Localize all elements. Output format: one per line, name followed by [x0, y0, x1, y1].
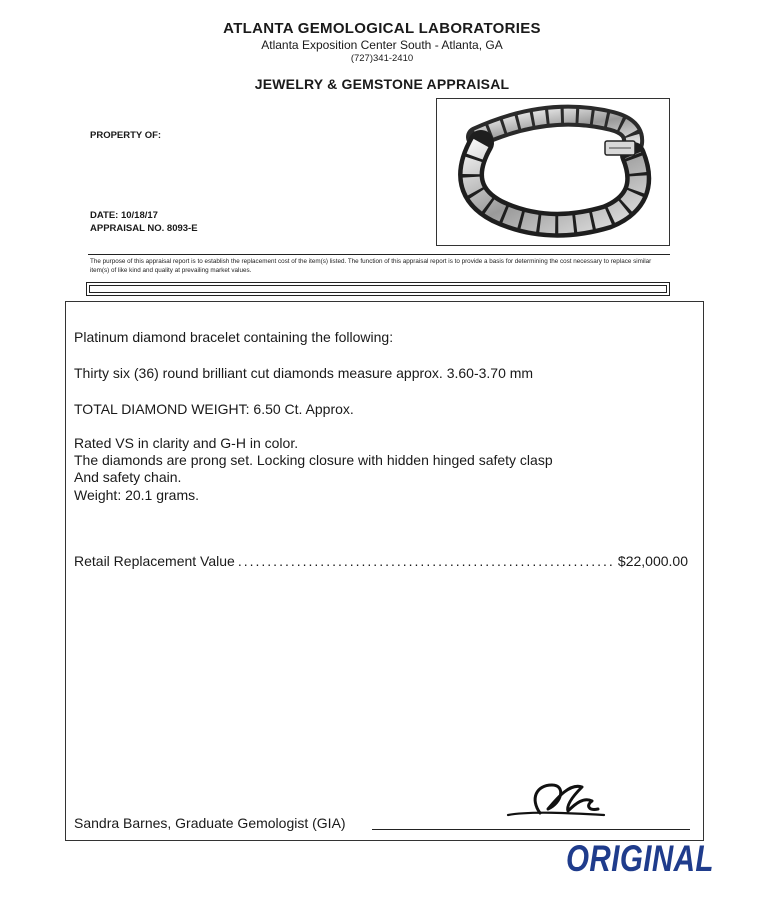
description-line: The diamonds are prong set. Locking closure with hidden hinged safety clasp [74, 452, 553, 468]
lab-name: ATLANTA GEMOLOGICAL LABORATORIES [223, 20, 541, 37]
appraisal-number-label: APPRAISAL NO. [90, 223, 165, 234]
document-title: JEWELRY & GEMSTONE APPRAISAL [254, 76, 510, 92]
description-line: Rated VS in clarity and G-H in color. [74, 435, 299, 451]
appraisal-number-value: 8093-E [166, 223, 198, 234]
property-label: PROPERTY OF: [90, 130, 162, 141]
lab-phone: (727)341-2410 [350, 53, 414, 64]
original-stamp: ORIGINAL [566, 838, 714, 879]
appraisal-number-row [90, 223, 198, 234]
double-rule-bar [86, 282, 670, 296]
description-line: Thirty six (36) round brilliant cut diamonds measure approx. 3.60-3.70 mm [74, 365, 534, 381]
signature-graphic [500, 775, 610, 827]
description-box [65, 301, 704, 841]
lab-address: Atlanta Exposition Center South - Atlanta, GA [261, 38, 503, 52]
total-weight-line: TOTAL DIAMOND WEIGHT: 6.50 Ct. Approx. [74, 401, 354, 417]
replacement-value-row [74, 553, 688, 569]
purpose-divider [88, 254, 670, 255]
description-line: And safety chain. [74, 469, 182, 485]
dot-leader [238, 553, 615, 569]
date-label: DATE: [90, 210, 119, 221]
bracelet-photo-icon [436, 98, 670, 246]
replacement-value-label: Retail Replacement Value [74, 553, 235, 569]
description-line: Platinum diamond bracelet containing the following: [74, 329, 394, 345]
bracelet-illustration [437, 99, 669, 245]
purpose-statement: The purpose of this appraisal report is to establish the replacement cost of the item(s) listed. The function of this appraisal report is to provide a basis for determining the cost necessary to replace similar item(s) of like kind and quality at prevailing market values. [90, 258, 652, 274]
date-row [90, 210, 158, 221]
date-value: 10/18/17 [120, 210, 158, 221]
signature [500, 775, 610, 832]
description-line: Weight: 20.1 grams. [74, 487, 200, 503]
replacement-value-amount: $22,000.00 [617, 553, 688, 569]
appraiser-name: Sandra Barnes, Graduate Gemologist (GIA) [74, 815, 346, 831]
signature-line [372, 829, 690, 830]
